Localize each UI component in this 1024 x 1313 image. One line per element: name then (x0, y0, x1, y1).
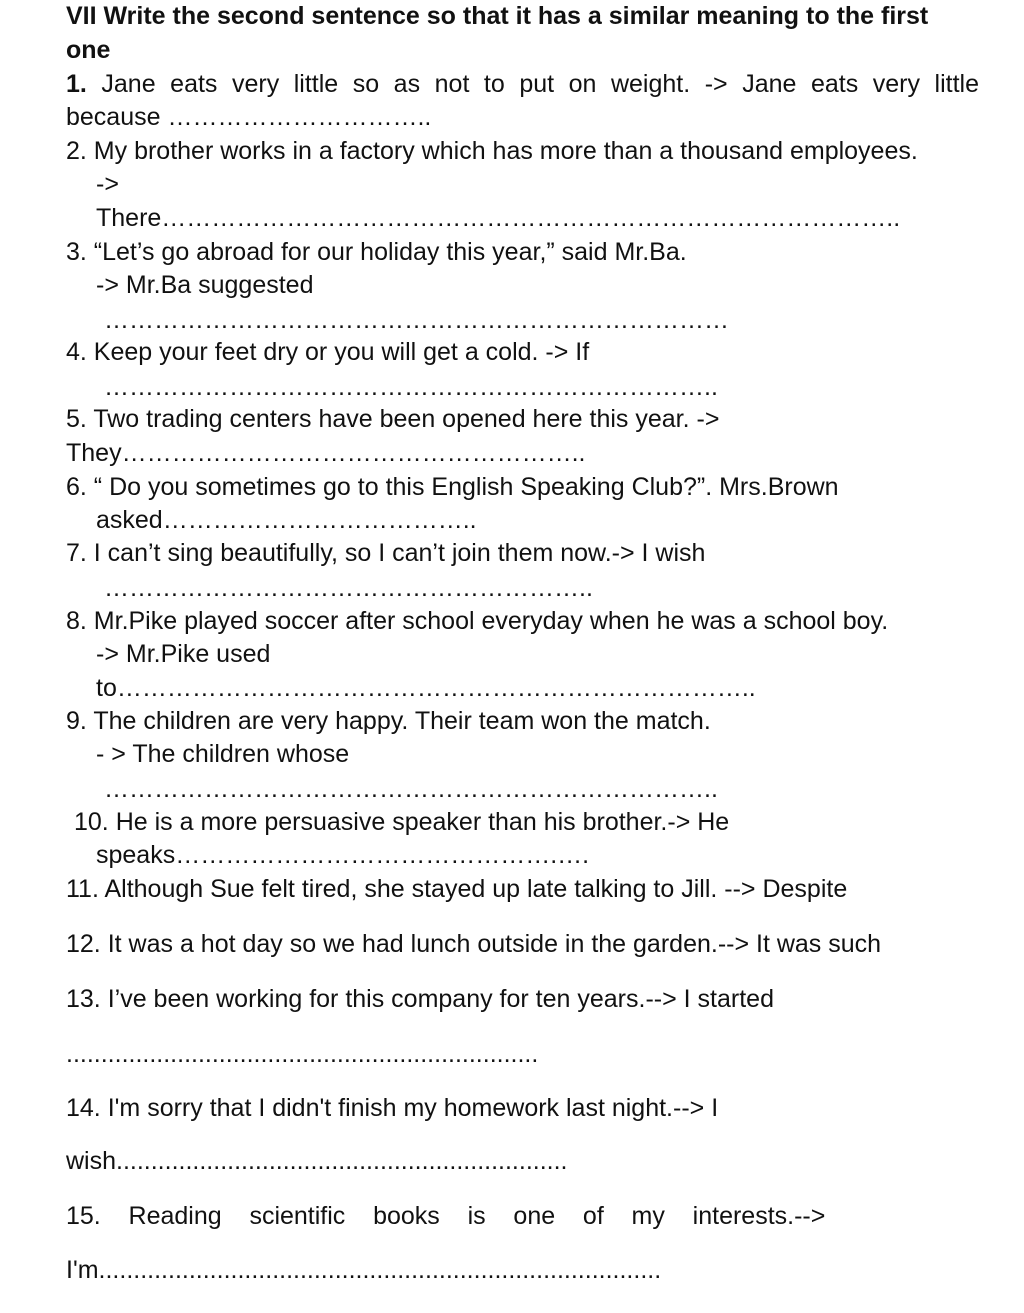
question-5-answer: They……………………………………………….. (66, 439, 586, 467)
question-9-prompt: - > The children whose (96, 740, 350, 768)
question-5: 5. Two trading centers have been opened here this year. -> (66, 405, 720, 433)
question-7-answer: ………………………………………………….. (104, 574, 593, 602)
question-14-answer: wish................................................................. (66, 1147, 568, 1175)
question-1-text: Jane eats very little so as not to put on weight. -> Jane eats very little (101, 70, 979, 98)
question-2-answer: There…………………………………………………………………………….. (96, 204, 901, 232)
exercise-heading-line2: one (66, 36, 111, 64)
question-14: 14. I'm sorry that I didn't finish my homework last night.--> I (66, 1094, 719, 1122)
question-2: 2. My brother works in a factory which has more than a thousand employees. (66, 137, 918, 165)
question-4: 4. Keep your feet dry or you will get a cold. -> If (66, 338, 590, 366)
question-6-answer: asked……………………………….. (96, 506, 477, 534)
question-15: 15. Reading scientific books is one of my interests.--> (66, 1202, 826, 1230)
question-3: 3. “Let’s go abroad for our holiday this year,” said Mr.Ba. (66, 238, 687, 266)
question-11: 11. Although Sue felt tired, she stayed up late talking to Jill. --> Despite (66, 875, 848, 903)
question-10: 10. He is a more persuasive speaker than his brother.-> He (74, 808, 730, 836)
question-1 (66, 69, 979, 99)
question-8-answer: to………………………………………………………………….. (96, 674, 756, 702)
question-4-answer: ……………………………………………………………….. (104, 373, 718, 401)
question-8-prompt: -> Mr.Pike used (96, 640, 271, 668)
question-7: 7. I can’t sing beautifully, so I can’t join them now.-> I wish (66, 539, 706, 567)
question-3-answer: ………………………………………………………………… (104, 306, 729, 334)
question-9-answer: ……………………………………………………………….. (104, 775, 718, 803)
exercise-heading-line1: VII Write the second sentence so that it has a similar meaning to the first (66, 2, 929, 30)
question-6: 6. “ Do you sometimes go to this English Speaking Club?”. Mrs.Brown (66, 473, 839, 501)
question-10-answer: speaks……………………………………….…. (96, 841, 590, 869)
question-3-prompt: -> Mr.Ba suggested (96, 271, 314, 299)
question-1-answer: because ………………………….. (66, 103, 432, 131)
question-13-answer: .................................................................... (66, 1040, 539, 1068)
question-9: 9. The children are very happy. Their team won the match. (66, 707, 711, 735)
question-12: 12. It was a hot day so we had lunch outside in the garden.--> It was such (66, 930, 882, 958)
question-8: 8. Mr.Pike played soccer after school everyday when he was a school boy. (66, 607, 889, 635)
question-13: 13. I’ve been working for this company for ten years.--> I started (66, 985, 774, 1013)
question-2-arrow: -> (96, 170, 119, 198)
question-1-number: 1. (66, 70, 87, 98)
question-15-answer: I'm................................................................................. (66, 1256, 662, 1284)
